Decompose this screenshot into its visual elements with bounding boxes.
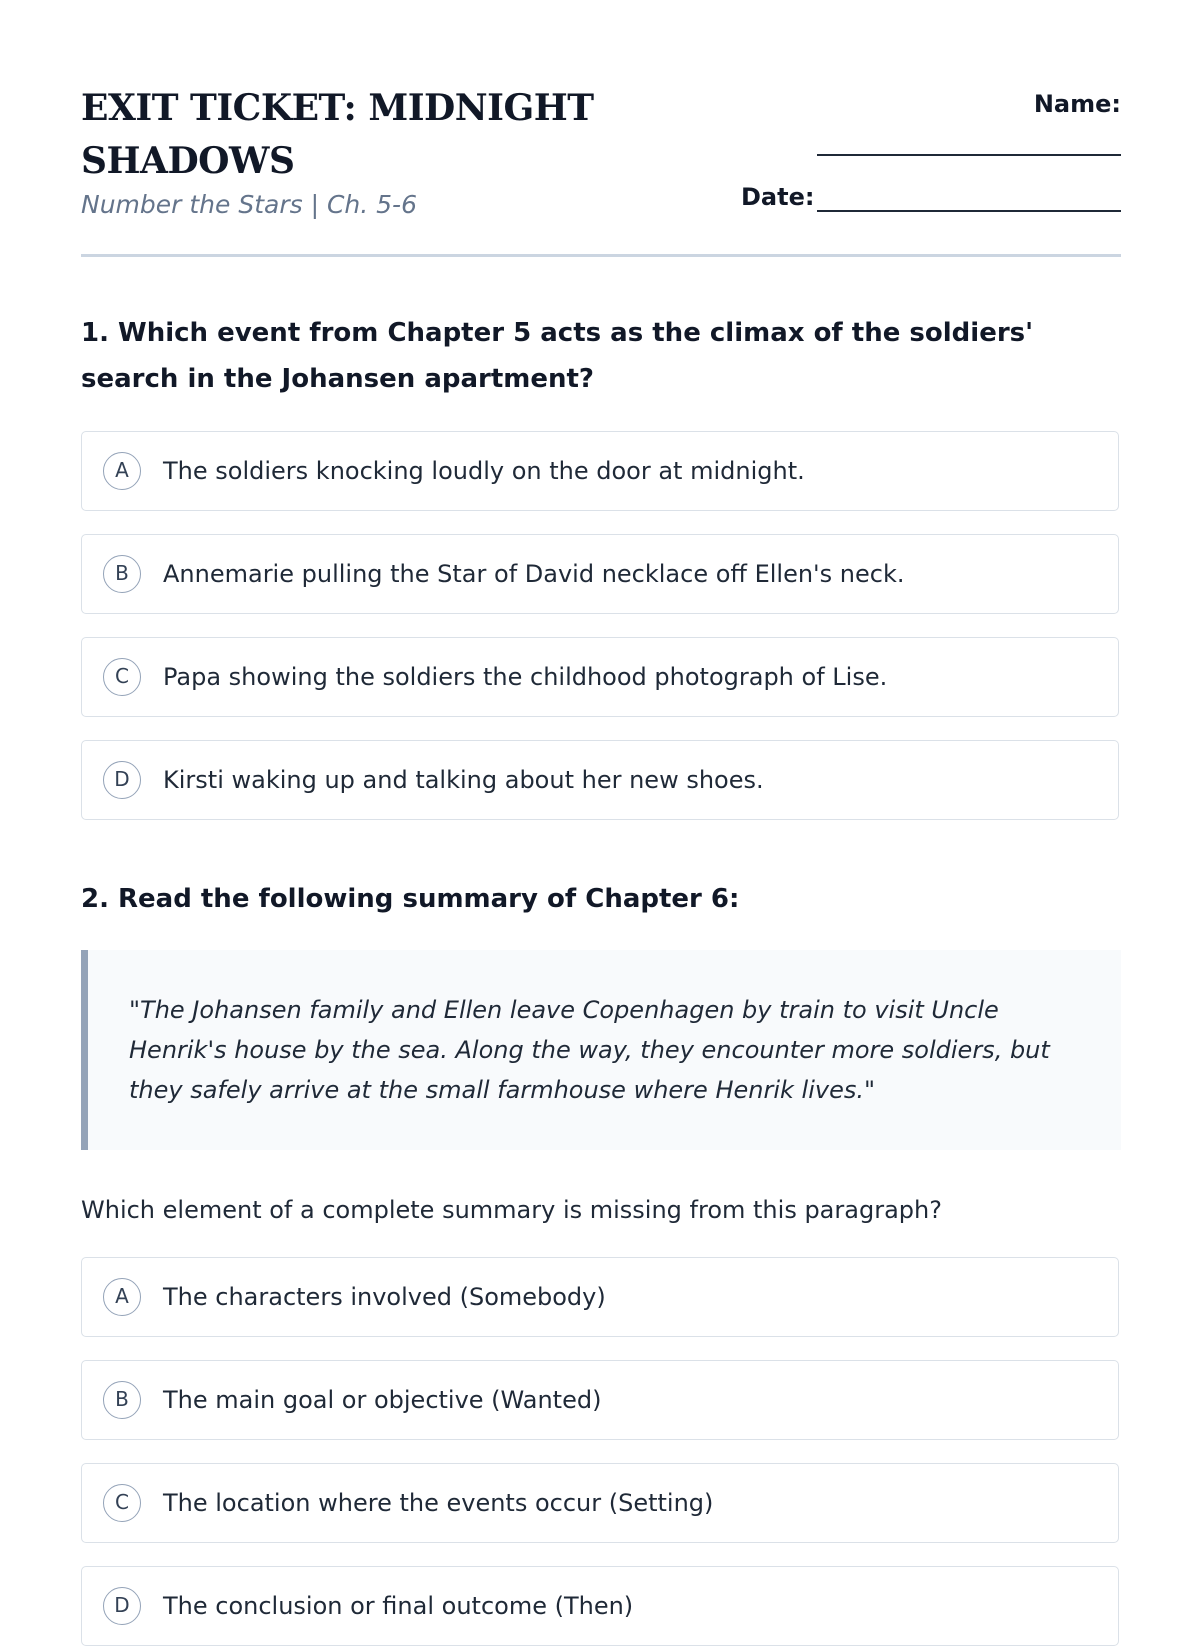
option-letter-badge: C	[103, 658, 141, 696]
option-text: The main goal or objective (Wanted)	[163, 1386, 602, 1414]
q2-option-b[interactable]	[81, 1360, 1119, 1440]
date-field-line[interactable]	[817, 210, 1121, 212]
name-field-line[interactable]	[817, 154, 1121, 156]
option-text: Papa showing the soldiers the childhood photograph of Lise.	[163, 663, 888, 691]
option-text: Kirsti waking up and talking about her new shoes.	[163, 766, 764, 794]
name-label: Name:	[1033, 90, 1121, 118]
q2-option-a[interactable]	[81, 1257, 1119, 1337]
q1-option-d[interactable]	[81, 740, 1119, 820]
q1-option-c[interactable]	[81, 637, 1119, 717]
option-letter-badge: A	[103, 452, 141, 490]
option-letter-badge: B	[103, 555, 141, 593]
option-letter-badge: C	[103, 1484, 141, 1522]
option-text: The characters involved (Somebody)	[163, 1283, 606, 1311]
option-letter-badge: A	[103, 1278, 141, 1316]
summary-blockquote	[81, 950, 1121, 1150]
date-label: Date:	[741, 183, 815, 211]
summary-text: "The Johansen family and Ellen leave Copenhagen by train to visit Uncle Henrik's house by the sea. Along the way, they encounter more soldiers, but they safely arrive at the small farmhouse where Henrik lives."	[129, 996, 1050, 1104]
q2-option-d[interactable]	[81, 1566, 1119, 1646]
question-1-prompt: 1. Which event from Chapter 5 acts as the climax of the soldiers' search in the Johansen apartment?	[81, 318, 1034, 394]
option-text: Annemarie pulling the Star of David necklace off Ellen's neck.	[163, 560, 905, 588]
exit-ticket-page	[81, 0, 1121, 1620]
option-text: The location where the events occur (Setting)	[163, 1489, 714, 1517]
q1-option-a[interactable]	[81, 431, 1119, 511]
page-subtitle: Number the Stars | Ch. 5-6	[81, 190, 417, 219]
option-letter-badge: B	[103, 1381, 141, 1419]
option-letter-badge: D	[103, 1587, 141, 1625]
question-2-heading: 2. Read the following summary of Chapter 6:	[81, 884, 740, 914]
option-text: The conclusion or final outcome (Then)	[163, 1592, 634, 1620]
header-divider	[81, 254, 1121, 257]
question-2-prompt: Which element of a complete summary is missing from this paragraph?	[81, 1196, 942, 1224]
page-title: EXIT TICKET: MIDNIGHT SHADOWS	[81, 87, 594, 182]
q1-option-b[interactable]	[81, 534, 1119, 614]
worksheet-header	[81, 82, 1121, 256]
q2-option-c[interactable]	[81, 1463, 1119, 1543]
option-letter-badge: D	[103, 761, 141, 799]
option-text: The soldiers knocking loudly on the door at midnight.	[163, 457, 805, 485]
